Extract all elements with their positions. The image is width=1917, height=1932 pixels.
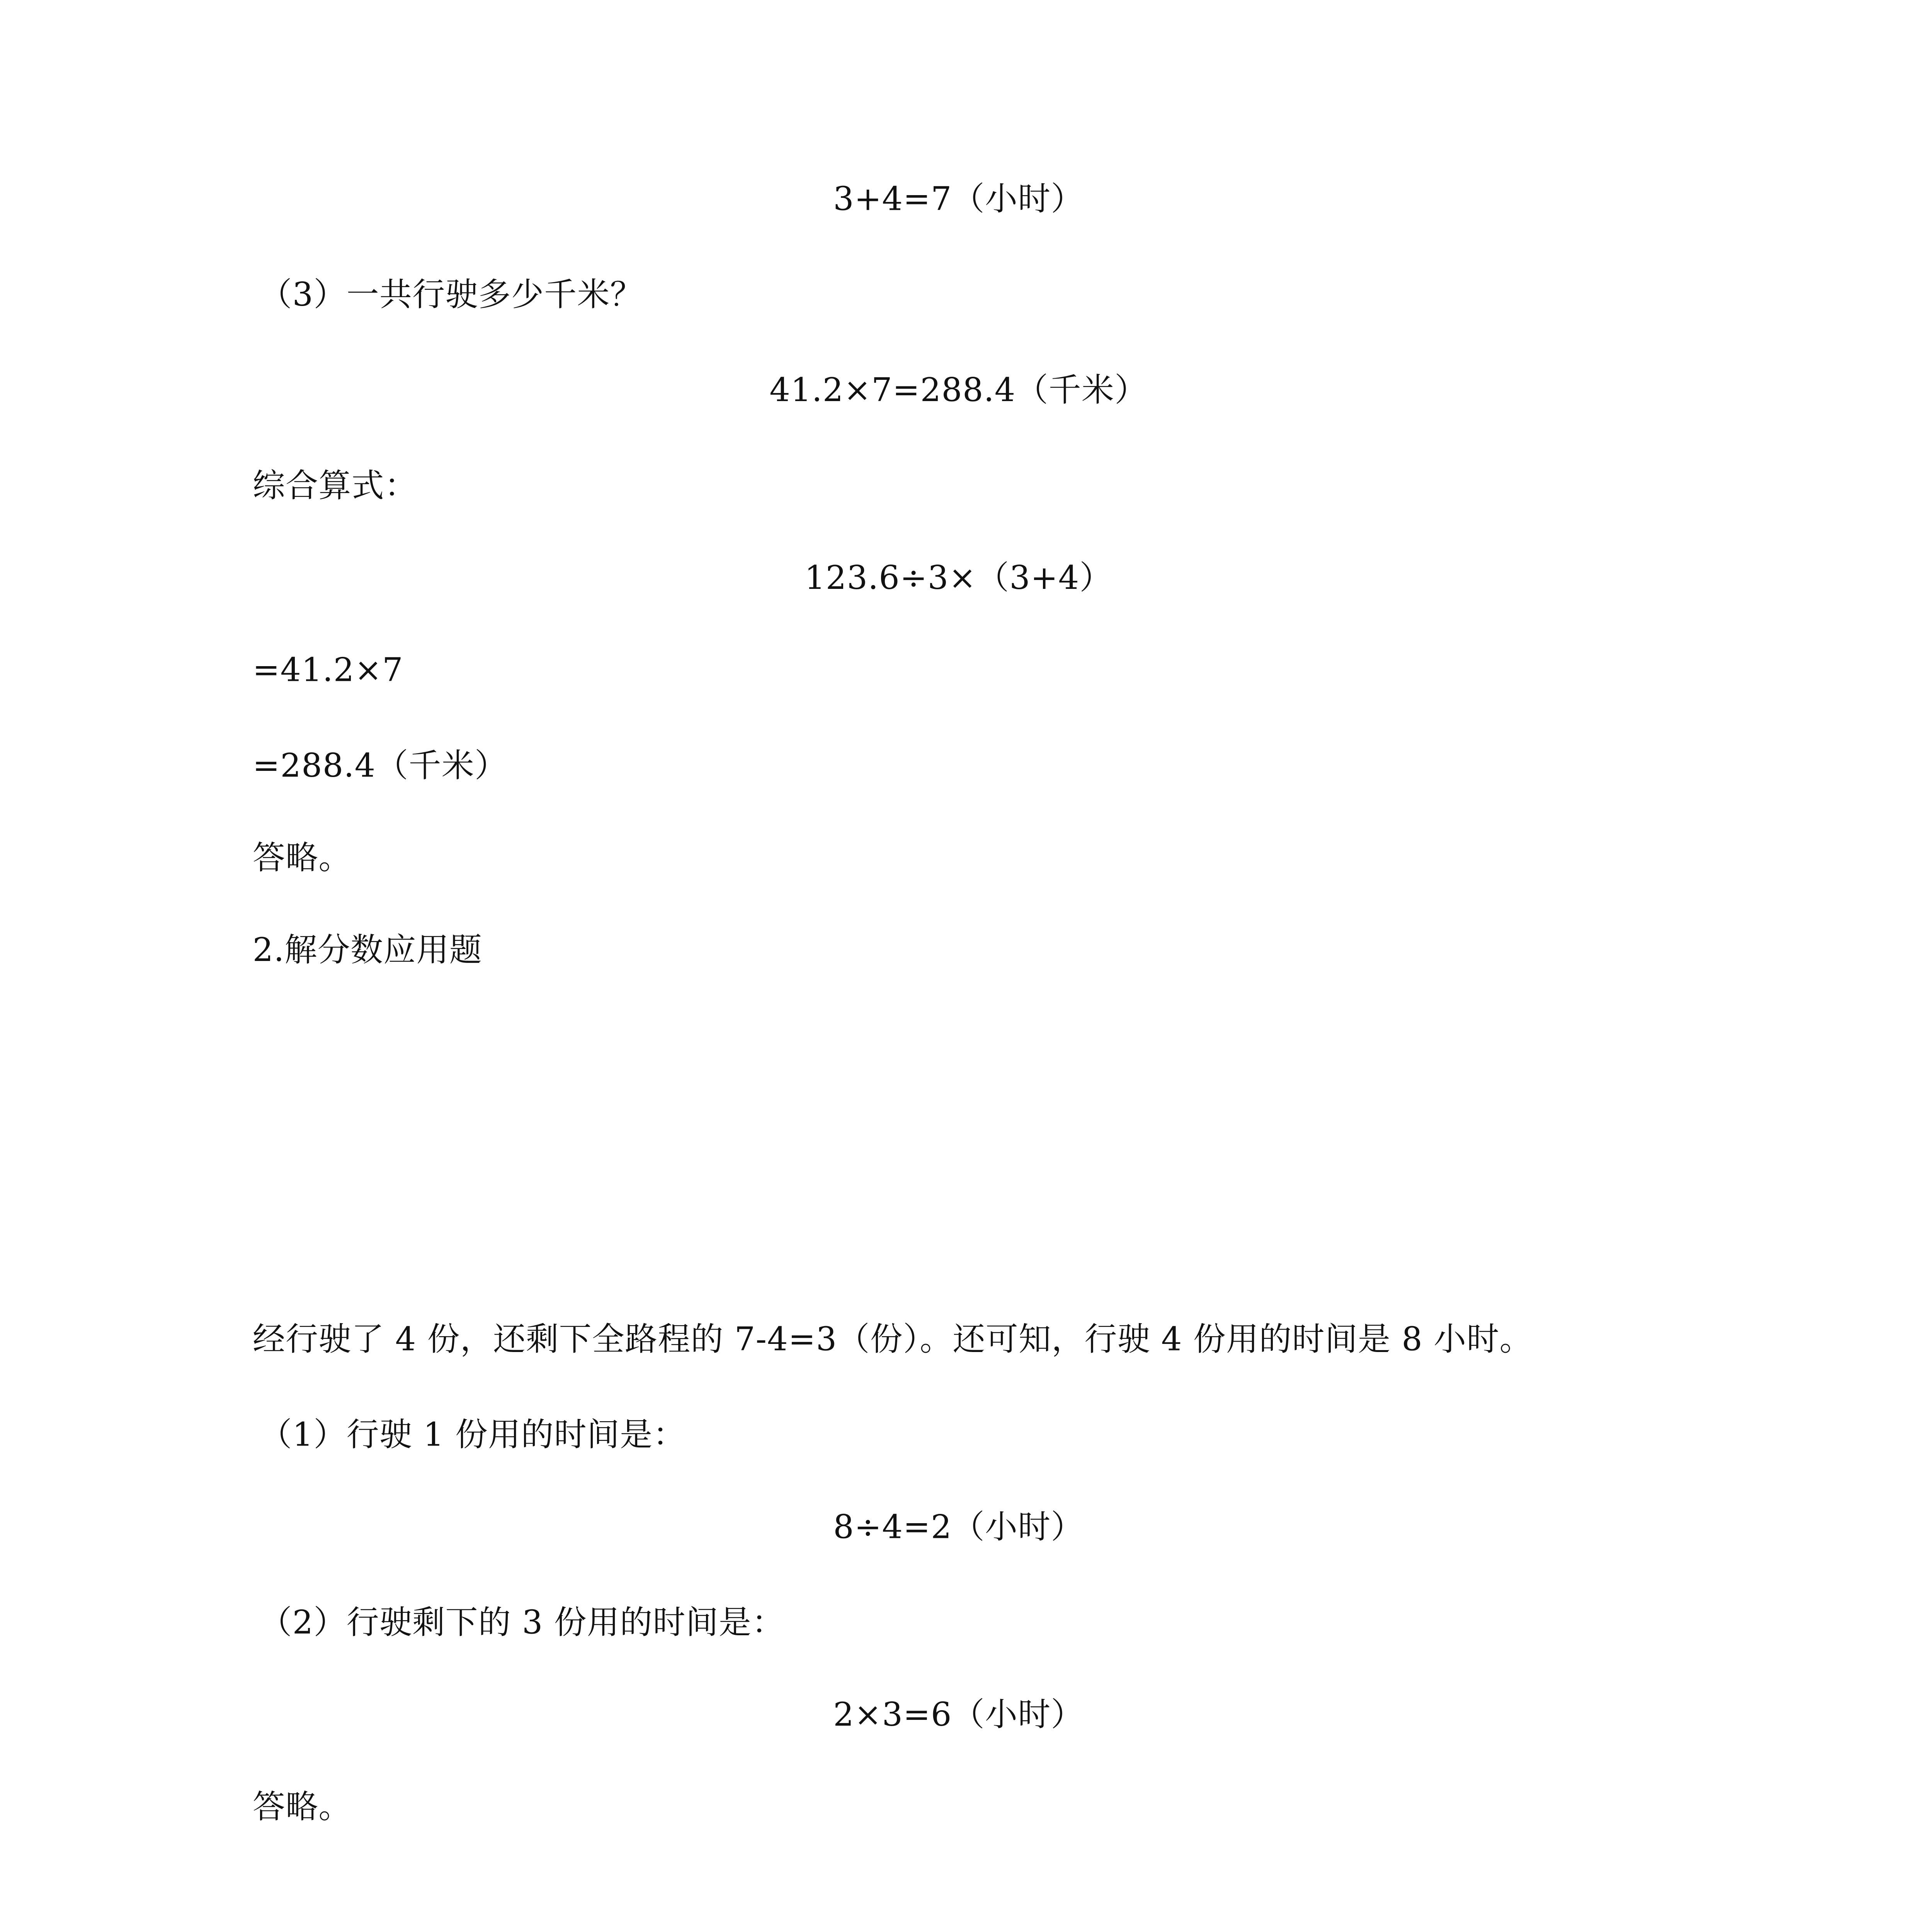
paragraph-line: 经行驶了 4 份，还剩下全路程的 7-4=3（份）。还可知，行驶 4 份用的时间是 8 小时。 xyxy=(252,1321,1533,1359)
equation-line: =41.2×7 xyxy=(252,652,404,690)
text-line: 答略。 xyxy=(252,840,352,878)
equation-line: 41.2×7=288.4（千米） xyxy=(769,372,1148,410)
equation-line: 8÷4=2（小时） xyxy=(833,1509,1084,1547)
equation-line: 123.6÷3×（3+4） xyxy=(805,560,1112,598)
section-heading: 2.解分数应用题 xyxy=(252,932,483,970)
text-line: 答略。 xyxy=(252,1789,352,1827)
equation-line: 2×3=6（小时） xyxy=(833,1697,1084,1735)
equation-line: =288.4（千米） xyxy=(252,747,508,786)
question-line: （3）一共行驶多少千米？ xyxy=(259,276,643,314)
question-line: （2）行驶剩下的 3 份用的时间是： xyxy=(259,1604,785,1642)
question-line: （1）行驶 1 份用的时间是： xyxy=(259,1417,686,1454)
text-line: 综合算式： xyxy=(252,468,418,505)
equation-line: 3+4=7（小时） xyxy=(833,181,1084,219)
